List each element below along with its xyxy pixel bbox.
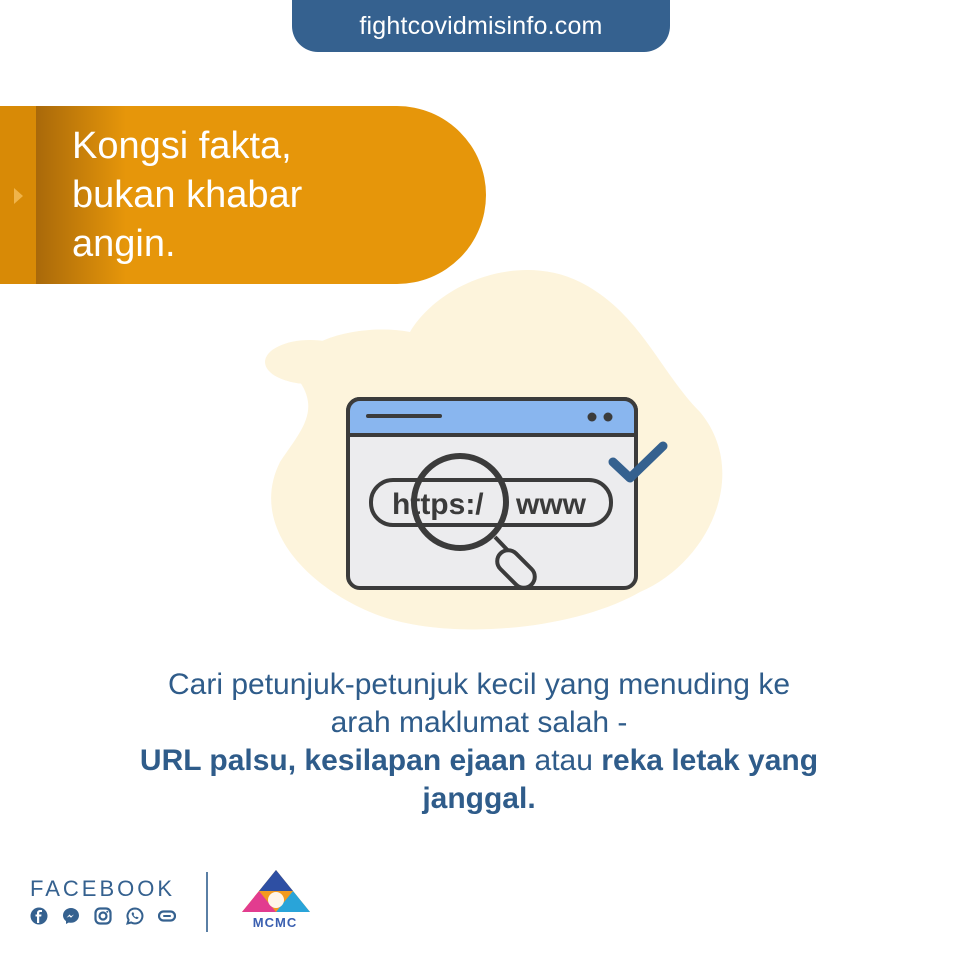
message-text	[60, 666, 898, 818]
url-suffix-text: www	[516, 488, 587, 521]
message-line-2: arah maklumat salah -	[330, 706, 628, 739]
facebook-icon[interactable]	[29, 906, 48, 925]
instagram-icon[interactable]	[93, 906, 112, 925]
window-dot-1	[588, 413, 597, 422]
message-plain: atau	[534, 744, 593, 777]
mcmc-logo-text: MCMC	[252, 915, 298, 930]
play-arrow-icon	[14, 188, 23, 204]
blob-bubble	[265, 340, 355, 384]
message-line-3	[60, 742, 898, 780]
footer-brand: FACEBOOK	[30, 876, 176, 901]
portal-icon[interactable]	[157, 906, 176, 925]
message-bold-1: URL palsu, kesilapan ejaan	[139, 744, 527, 777]
headline-line-3: angin.	[72, 223, 176, 265]
browser-search-illustration	[240, 262, 740, 642]
messenger-icon[interactable]	[61, 906, 80, 925]
headline-line-2: bukan khabar	[72, 174, 303, 216]
message-line-4	[60, 780, 898, 818]
social-icons	[29, 906, 176, 925]
headline-title	[72, 122, 302, 269]
message-bold-2: reka letak yang	[601, 744, 819, 777]
message-line-1: Cari petunjuk-petunjuk kecil yang menuding ke	[167, 668, 791, 701]
whatsapp-icon[interactable]	[125, 906, 144, 925]
headline-line-1: Kongsi fakta,	[72, 125, 292, 167]
message-bold-3: janggal.	[422, 782, 536, 815]
site-url-text: fightcovidmisinfo.com	[359, 11, 603, 40]
site-url-tab[interactable]	[292, 0, 670, 52]
window-dot-2	[604, 413, 613, 422]
headline-band	[0, 106, 486, 284]
footer-divider	[206, 872, 208, 932]
url-prefix-text: https:/	[392, 488, 484, 521]
